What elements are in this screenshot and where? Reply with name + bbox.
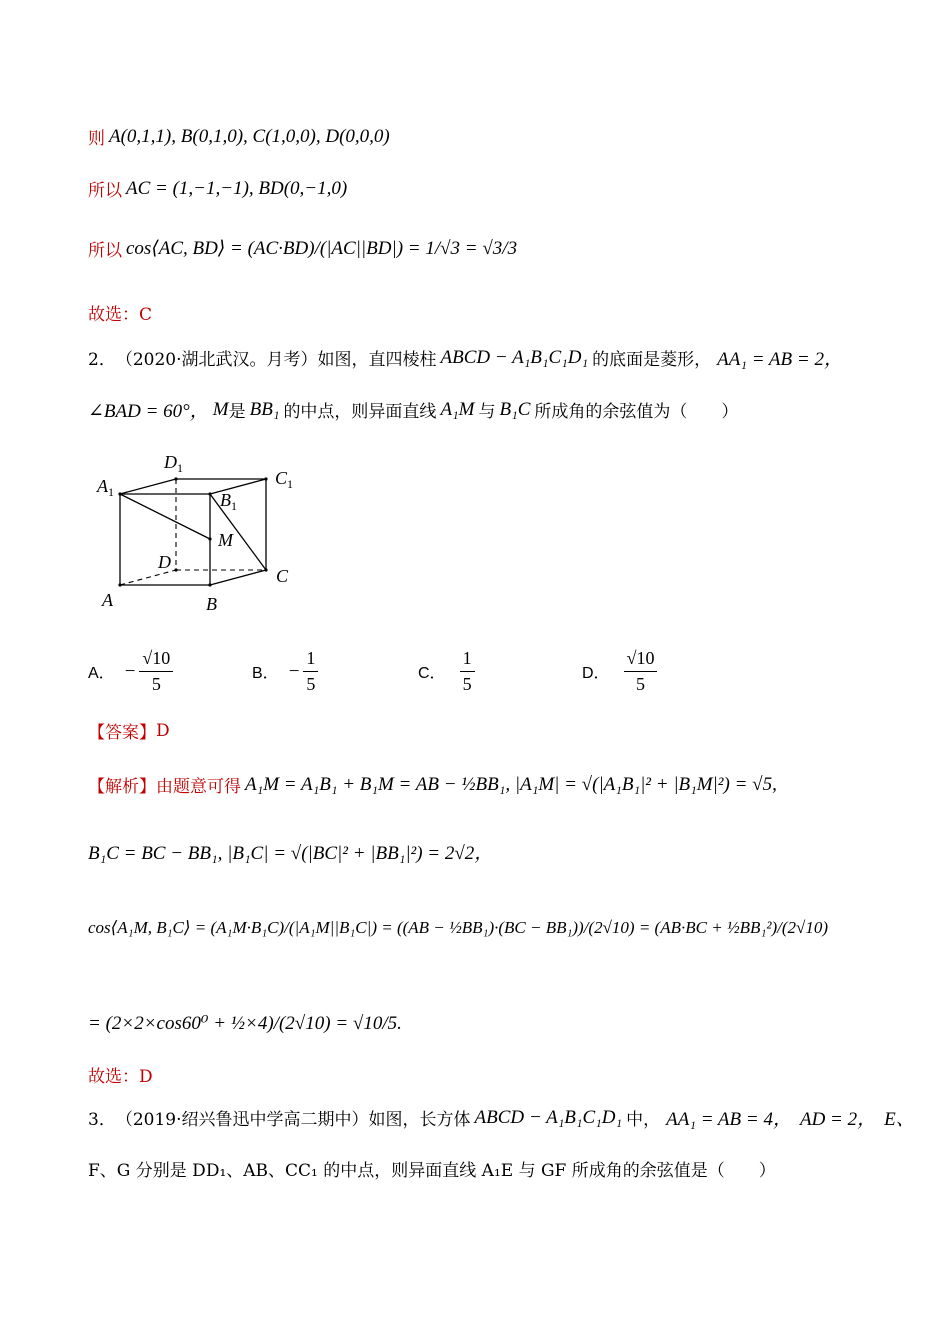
q3-stem-line-2-text: F、G 分别是 DD₁、AB、CC₁ 的中点，则异面直线 A₁E 与 GF 所成角的余弦值是（ ）: [88, 1161, 776, 1181]
option-c-fraction: $\frac{1}{5}$: [460, 648, 475, 695]
analysis-math-4: = (2×2×cos60⁰ + ½×4)/(2√10) = √10/5.: [88, 1013, 402, 1034]
vertex-b1: [208, 492, 211, 495]
label-b1: $B_1$: [220, 490, 237, 513]
q2-analysis-line-3: [88, 918, 828, 938]
q2-analysis-line-4: [88, 1012, 402, 1035]
edge-c1-b1: [210, 479, 266, 494]
q3-stem-part2: 中，: [626, 1110, 661, 1130]
option-b-letter: B．: [252, 665, 279, 682]
q1-so-label-1: 所以: [88, 181, 122, 201]
q2-stem-part2: 的底面是菱形，: [592, 350, 712, 370]
analysis-math-1: A₁M = A₁B₁ + B₁M = AB − ½BB₁, |A₁M| = √(|A₁B₁|² + |B₁M|²) = √5,: [245, 773, 777, 795]
label-b: B: [206, 594, 217, 614]
edge-a1-d1: [120, 479, 176, 494]
q3-e-label: E、: [884, 1109, 915, 1130]
q3-condition-2: AD = 2，: [799, 1109, 877, 1130]
q2-choice: 故选：D: [88, 1067, 153, 1087]
q1-cosine-math: cos⟨AC, BD⟩ = (AC·BD)/(|AC||BD|) = 1/√3 = √3/3: [126, 238, 518, 259]
label-d: D: [158, 552, 171, 572]
q3-stem-line-2: [88, 1156, 776, 1181]
q2-m-label: M: [212, 398, 229, 420]
q3-number: 3．: [88, 1110, 116, 1130]
point-m: [208, 537, 211, 540]
answer-value: D: [156, 720, 170, 741]
label-a: A: [102, 590, 113, 610]
q2-condition-1: AA₁ = AB = 2，: [717, 349, 843, 370]
q2-stem-line-2: [88, 396, 738, 423]
q2-a1m: A₁M: [440, 398, 475, 420]
q1-coordinates-line: [88, 124, 390, 149]
q2-option-b[interactable]: [252, 648, 322, 695]
q2-analysis-line-2: [88, 838, 493, 865]
label-c1: $C_1$: [275, 468, 294, 491]
option-a-sign: −: [124, 660, 136, 682]
q1-cosine-line: [88, 236, 517, 261]
q3-prism: ABCD − A₁B₁C₁D₁: [474, 1106, 623, 1128]
label-a1: $A_1$: [97, 476, 114, 499]
q2-source: （2020·湖北武汉。月考）: [115, 350, 318, 370]
vertex-d: [174, 568, 177, 571]
q1-coordinates-math: A(0,1,1), B(0,1,0), C(1,0,0), D(0,0,0): [109, 125, 390, 147]
label-m: M: [218, 530, 233, 550]
label-d1: $D_1$: [164, 452, 183, 475]
q2-stem-part3: 是: [228, 402, 246, 422]
q1-choice: 故选：C: [88, 305, 153, 325]
vertex-b: [208, 583, 211, 586]
q2-prism-figure: [88, 450, 328, 620]
q2-stem-part1: 如图，直四棱柱: [317, 350, 437, 370]
q2-option-a[interactable]: [88, 648, 177, 695]
vertex-c: [264, 568, 267, 571]
q2-stem-part5: 与: [478, 402, 496, 422]
q2-stem-part4: 的中点，则异面直线: [283, 402, 437, 422]
q1-then-label: 则: [88, 129, 105, 149]
option-a-fraction: $\frac{√10}{5}$: [139, 648, 173, 695]
q2-condition-2: ∠BAD = 60°，: [88, 401, 209, 422]
option-d-letter: D．: [582, 665, 610, 682]
answer-label: 【答案】: [88, 723, 156, 743]
option-b-fraction: $\frac{1}{5}$: [303, 648, 318, 695]
q3-condition-1: AA₁ = AB = 4，: [666, 1109, 792, 1130]
analysis-label: 【解析】: [88, 777, 156, 797]
q2-analysis-line-1: [88, 772, 777, 797]
q2-stem-part6: 所成角的余弦值为（ ）: [534, 402, 739, 422]
q3-source: （2019·绍兴鲁迅中学高二期中）: [115, 1110, 369, 1130]
hidden-edge-a-d: [120, 570, 176, 585]
q2-option-d[interactable]: [582, 648, 661, 695]
analysis-math-2: B₁C = BC − BB₁, |B₁C| = √(|BC|² + |BB₁|²) = 2√2，: [88, 843, 494, 864]
q2-b1c: B₁C: [499, 398, 531, 420]
q3-stem-part1: 如图，长方体: [368, 1110, 471, 1130]
q2-prism: ABCD − A₁B₁C₁D₁: [440, 346, 589, 368]
vertex-a: [118, 583, 121, 586]
q2-bb1: BB₁: [249, 398, 280, 420]
label-c: C: [276, 566, 289, 586]
edge-b-c: [210, 570, 266, 585]
vertex-c1: [264, 477, 267, 480]
q1-vectors-math: AC = (1,−1,−1), BD(0,−1,0): [126, 177, 348, 199]
q1-so-label-2: 所以: [88, 241, 122, 261]
segment-a1-m: [120, 494, 210, 539]
analysis-math-3: cos⟨A₁M, B₁C⟩ = (A₁M·B₁C)/(|A₁M||B₁C|) = ((AB − ½BB₁)·(BC − BB₁))/(2√10) = (AB·BC + ½BB₁²)/(2√10): [88, 918, 828, 937]
option-a-letter: A．: [88, 665, 115, 682]
vertex-d1: [174, 477, 177, 480]
option-d-fraction: $\frac{√10}{5}$: [624, 648, 658, 695]
option-c-letter: C．: [418, 665, 446, 682]
vertex-a1: [118, 492, 121, 495]
q2-number: 2．: [88, 350, 116, 370]
q3-stem-line-1: [88, 1104, 915, 1131]
q2-option-c[interactable]: [418, 648, 479, 695]
analysis-intro: 由题意可得: [156, 777, 241, 797]
q2-answer: [88, 718, 170, 743]
q2-stem-line-1: [88, 344, 843, 371]
q1-vectors-line: [88, 176, 347, 201]
option-b-sign: −: [288, 660, 300, 682]
